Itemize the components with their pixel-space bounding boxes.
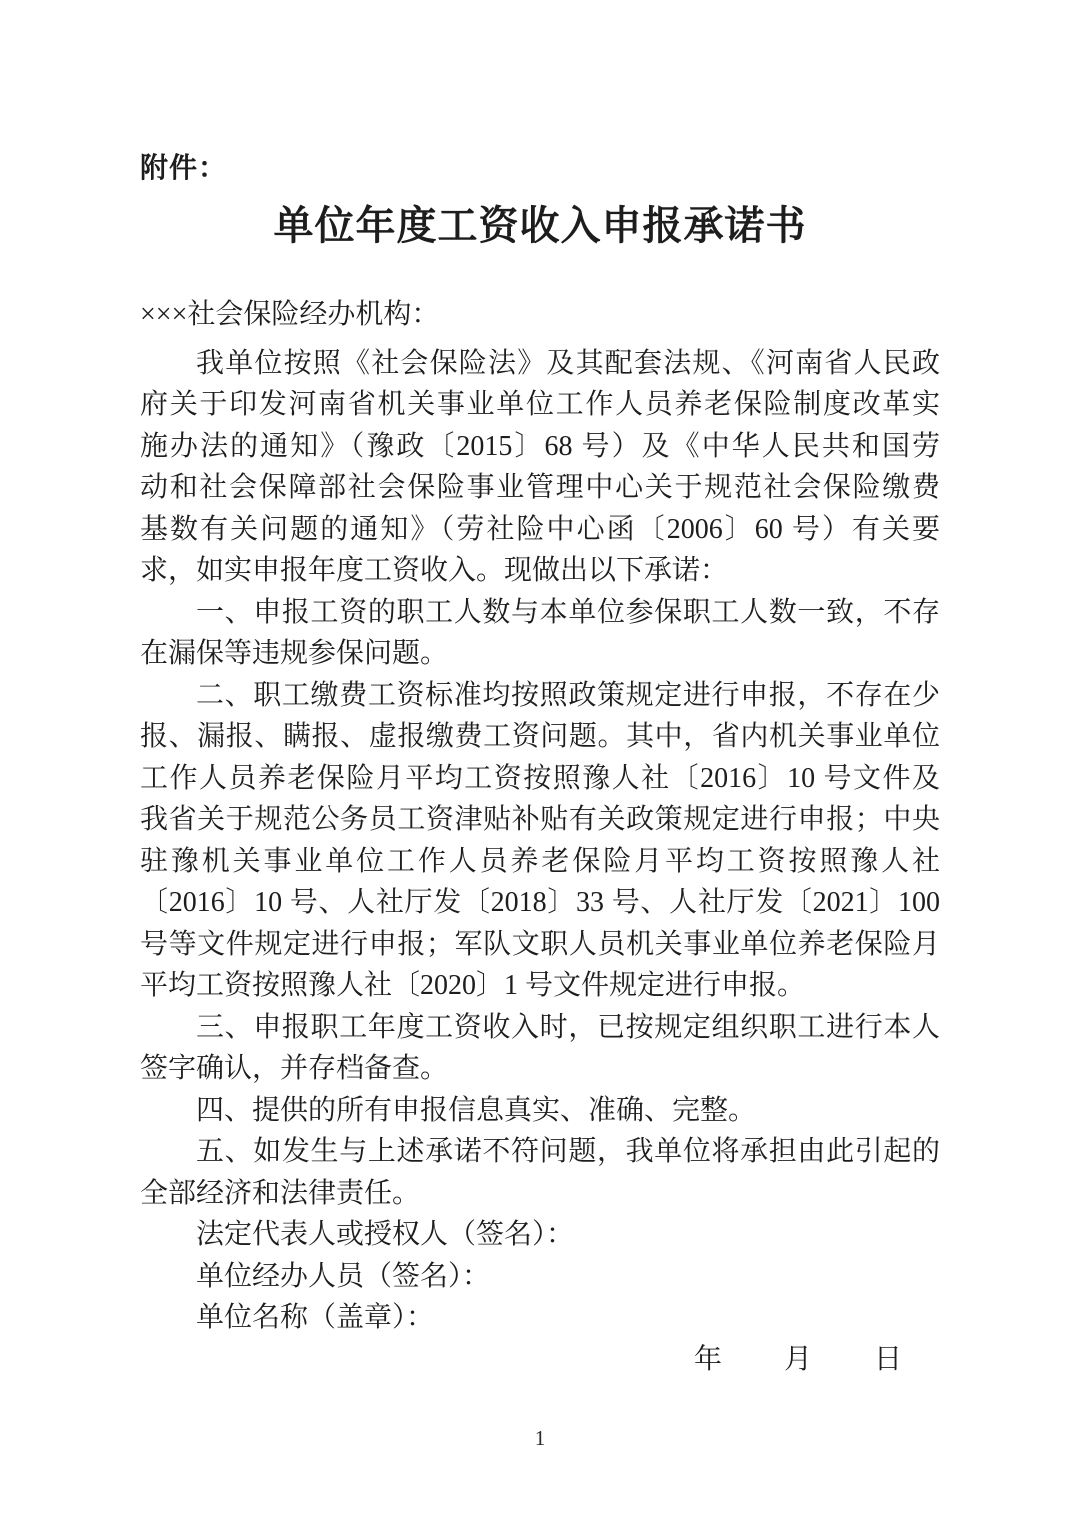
clause-2-line: 号等文件规定进行申报；军队文职人员机关事业单位养老保险月 — [140, 928, 940, 960]
clause-2-line: 报、漏报、瞒报、虚报缴费工资问题。其中，省内机关事业单位 — [140, 721, 940, 752]
clause-3-line: 三、申报职工年度工资收入时，已按规定组织职工进行本人 — [196, 1011, 940, 1043]
clause-2-line: 我省关于规范公务员工资津贴补贴有关政策规定进行申报；中央 — [140, 804, 940, 835]
text-line: 施办法的通知》（豫政〔2015〕68 号）及《中华人民共和国劳 — [140, 430, 940, 462]
clause-3-line: 签字确认，并存档备查。 — [140, 1053, 449, 1084]
text-line: 我单位按照《社会保险法》及其配套法规、《河南省人民政 — [196, 347, 940, 379]
clause-1-line: 一、申报工资的职工人数与本单位参保职工人数一致，不存 — [196, 596, 940, 628]
signature-line-unit-seal: 单位名称（盖章）： — [196, 1302, 435, 1333]
clause-2-line: 驻豫机关事业单位工作人员养老保险月平均工资按照豫人社 — [140, 845, 940, 877]
clause-4-line: 四、提供的所有申报信息真实、准确、完整。 — [196, 1094, 757, 1126]
document-title: 单位年度工资收入申报承诺书 — [273, 204, 807, 248]
attachment-label: 附件： — [140, 152, 228, 183]
signature-line-legal-representative: 法定代表人或授权人（签名）： — [196, 1219, 575, 1250]
clause-2-line: 二、职工缴费工资标准均按照政策规定进行申报，不存在少 — [196, 679, 940, 711]
text-line: 府关于印发河南省机关事业单位工作人员养老保险制度改革实 — [140, 389, 940, 420]
clause-2-line: 平均工资按照豫人社〔2020〕1 号文件规定进行申报。 — [140, 970, 806, 1001]
text-line: 求，如实申报年度工资收入。现做出以下承诺： — [140, 555, 729, 586]
clause-2-line: 〔2016〕10 号、人社厅发〔2018〕33 号、人社厅发〔2021〕100 — [140, 887, 940, 918]
text-line: 动和社会保障部社会保险事业管理中心关于规范社会保险缴费 — [140, 472, 940, 503]
signature-line-handler: 单位经办人员（签名）： — [196, 1260, 491, 1292]
clause-2-line: 工作人员养老保险月平均工资按照豫人社〔2016〕10 号文件及 — [140, 762, 940, 794]
date-line: 年 月 日 — [693, 1343, 904, 1375]
salutation-line: ×××社会保险经办机构： — [140, 299, 440, 330]
document-body — [140, 294, 940, 1380]
clause-5-line: 五、如发生与上述承诺不符问题，我单位将承担由此引起的 — [196, 1136, 940, 1167]
text-line: 基数有关问题的通知》（劳社险中心函〔2006〕60 号）有关要 — [140, 513, 940, 545]
page-number: 1 — [534, 1426, 546, 1450]
clause-1-line: 在漏保等违规参保问题。 — [140, 638, 449, 669]
clause-5-line: 全部经济和法律责任。 — [140, 1177, 421, 1209]
